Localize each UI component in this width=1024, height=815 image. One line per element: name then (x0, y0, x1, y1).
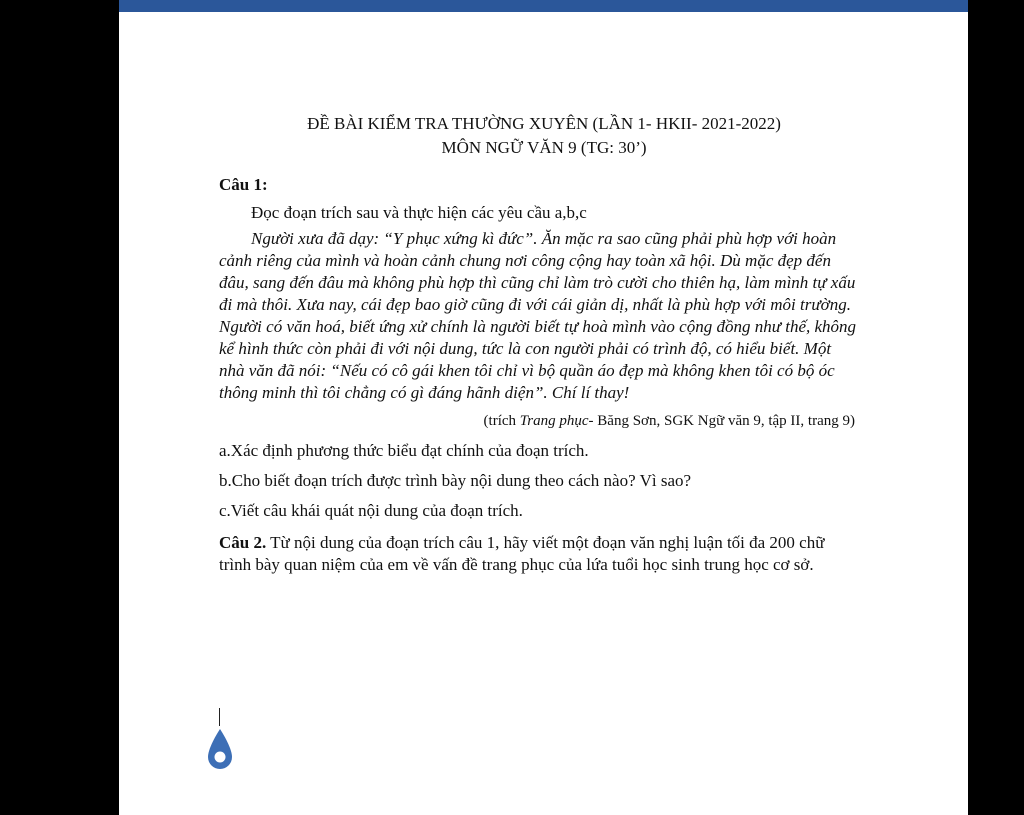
document-page (119, 0, 968, 815)
task-b: b.Cho biết đoạn trích được trình bày nội dung theo cách nào? Vì sao? (219, 471, 692, 490)
citation-suffix: - Băng Sơn, SGK Ngữ văn 9, tập II, trang 9) (588, 413, 855, 429)
excerpt-paragraph: Người xưa đã dạy: “Y phục xứng kì đức”. Ăn mặc ra sao cũng phải phù hợp với hoàn cảnh riêng của mình và hoàn cảnh chung nơi công cộng hay toàn xã hội. Dù mặc đẹp đến đâu, sang đến đâu mà không phù hợp thì cũng chỉ làm trò cười cho thiên hạ, làm mình tự xấu đi mà thôi. Xưa nay, cái đẹp bao giờ cũng đi với cái giản dị, nhất là phù hợp với môi trường. Người có văn hoá, biết ứng xử chính là người biết tự hoà mình vào cộng đồng như thế, không kể hình thức còn phải đi với nội dung, tức là con người phải có trình độ, có hiểu biết. Một nhà văn đã nói: “Nếu có cô gái khen tôi chỉ vì bộ quần áo đẹp mà không khen tôi có bộ óc thông minh thì tôi chẳng có gì đáng hãnh diện”. Chí lí thay! (219, 229, 857, 402)
question-1-instruction: Đọc đoạn trích sau và thực hiện các yêu cầu a,b,c (251, 203, 587, 222)
water-drop-handle-icon[interactable] (205, 727, 235, 773)
top-accent-bar (119, 0, 968, 12)
exam-title-line2: MÔN NGỮ VĂN 9 (TG: 30’) (441, 138, 647, 157)
task-c: c.Viết câu khái quát nội dung của đoạn trích. (219, 501, 523, 520)
document-content (219, 112, 859, 576)
citation-prefix: (trích (483, 413, 520, 429)
question-2-label: Câu 2. (219, 533, 267, 552)
exam-title-line1: ĐỀ BÀI KIỂM TRA THƯỜNG XUYÊN (LẦN 1- HKII- 2021-2022) (307, 114, 781, 133)
citation-work-title: Trang phục (519, 413, 589, 429)
question-2 (219, 532, 859, 576)
question-2-text: Từ nội dung của đoạn trích câu 1, hãy viết một đoạn văn nghị luận tối đa 200 chữ trình bày quan niệm của em về vấn đề trang phục của lứa tuổi học sinh trung học cơ sở. (219, 533, 825, 574)
excerpt-citation (219, 410, 855, 432)
text-cursor-icon (219, 708, 220, 726)
question-1-label: Câu 1: (219, 175, 268, 194)
task-a: a.Xác định phương thức biểu đạt chính của đoạn trích. (219, 441, 589, 460)
